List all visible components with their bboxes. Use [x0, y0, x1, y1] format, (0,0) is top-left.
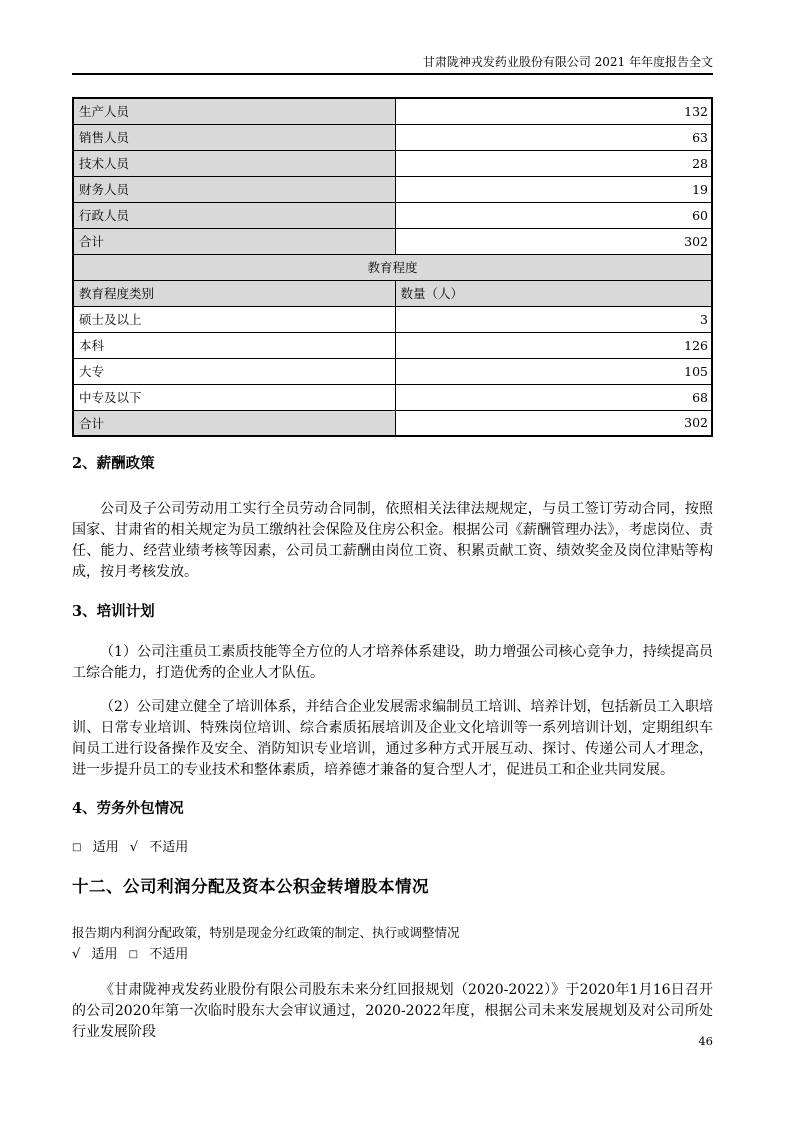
category-cell: 大专: [73, 358, 395, 384]
education-header-row: [73, 280, 712, 306]
count-cell: 132: [395, 98, 712, 124]
table-row: [73, 332, 712, 358]
section-heading-salary-policy: 2、薪酬政策: [72, 455, 155, 472]
category-cell: 技术人员: [73, 150, 395, 176]
salary-policy-paragraph: 公司及子公司劳动用工实行全员劳动合同制，依照相关法律法规规定，与员工签订劳动合同，按照国家、甘肃省的相关规定为员工缴纳社会保险及住房公积金。根据公司《薪酬管理办法》，考虑岗位、责任、能力、经营业绩考核等因素，公司员工薪酬由岗位工资、积累贡献工资、绩效奖金及岗位津贴等构成，按月考核发放。: [72, 501, 713, 580]
table-row: [73, 410, 712, 436]
table-row: [73, 384, 712, 410]
section-heading-labor-outsourcing: 4、劳务外包情况: [72, 800, 184, 817]
table-row: [73, 150, 712, 176]
count-cell: 3: [395, 306, 712, 332]
count-cell: 126: [395, 332, 712, 358]
training-paragraph-2: （2）公司建立健全了培训体系，并结合企业发展需求编制员工培训、培养计划，包括新员工入职培训、日常专业培训、特殊岗位培训、综合素质拓展培训及企业文化培训等一系列培训计划，定期组织车间员工进行设备操作及安全、消防知识专业培训，通过多种方式开展互动、探讨、传递公司人才理念，进一步提升员工的专业技术和整体素质，培养德才兼备的复合型人才，促进员工和企业共同发展。: [72, 699, 713, 778]
table-row: [73, 306, 712, 332]
count-cell: 302: [395, 410, 712, 436]
checkbox-unchecked-icon: □: [128, 949, 139, 960]
count-cell: 63: [395, 124, 712, 150]
report-title: 甘肃陇神戎发药业股份有限公司 2021 年年度报告全文: [422, 55, 713, 69]
check-mark-icon: √: [72, 947, 81, 962]
count-cell: 68: [395, 384, 712, 410]
checkbox-unchecked-icon: □: [72, 842, 82, 853]
category-cell: 销售人员: [73, 124, 395, 150]
count-cell: 28: [395, 150, 712, 176]
check-mark-icon: √: [129, 840, 139, 855]
chapter-heading-profit-distribution: 十二、公司利润分配及资本公积金转增股本情况: [72, 877, 429, 896]
table-row: [73, 202, 712, 228]
category-cell: 生产人员: [73, 98, 395, 124]
applicable-label: 适用: [92, 840, 119, 855]
category-cell: 本科: [73, 332, 395, 358]
category-cell: 合计: [73, 228, 395, 254]
category-cell: 财务人员: [73, 176, 395, 202]
table-row: [73, 358, 712, 384]
table-row: [73, 98, 712, 124]
applicable-label: 适用: [91, 947, 118, 962]
education-title-row: [73, 254, 712, 280]
page-number: 46: [698, 1034, 713, 1048]
page-content: [72, 0, 713, 1043]
section-heading-training-plan: 3、培训计划: [72, 603, 155, 620]
page-header: [72, 55, 713, 75]
outsourcing-applicability-line: [72, 839, 713, 857]
education-title-cell: 教育程度: [73, 254, 712, 280]
education-count-header-cell: 数量（人）: [395, 280, 712, 306]
not-applicable-label: 不适用: [149, 840, 189, 855]
education-category-header-cell: 教育程度类别: [73, 280, 395, 306]
not-applicable-label: 不适用: [149, 947, 189, 962]
profit-applicability-line: [72, 946, 713, 964]
training-paragraph-1: （1）公司注重员工素质技能等全方位的人才培养体系建设，助力增强公司核心竞争力，持续提高员工综合能力，打造优秀的企业人才队伍。: [72, 644, 713, 681]
staff-table-body: [73, 98, 712, 436]
count-cell: 105: [395, 358, 712, 384]
table-row: [73, 228, 712, 254]
table-row: [73, 124, 712, 150]
count-cell: 302: [395, 228, 712, 254]
dividend-plan-paragraph: 《甘肃陇神戎发药业股份有限公司股东未来分红回报规划（2020-2022）》于2020年1月16日召开的公司2020年第一次临时股东大会审议通过，2020-2022年度，根据公司未来发展规划及对公司所处行业发展阶段: [72, 982, 713, 1040]
table-row: [73, 176, 712, 202]
profit-policy-line: 报告期内利润分配政策，特别是现金分红政策的制定、执行或调整情况: [72, 925, 460, 940]
count-cell: 60: [395, 202, 712, 228]
category-cell: 行政人员: [73, 202, 395, 228]
category-cell: 合计: [73, 410, 395, 436]
category-cell: 硕士及以上: [73, 306, 395, 332]
staff-headcount-table: [72, 97, 713, 437]
category-cell: 中专及以下: [73, 384, 395, 410]
count-cell: 19: [395, 176, 712, 202]
